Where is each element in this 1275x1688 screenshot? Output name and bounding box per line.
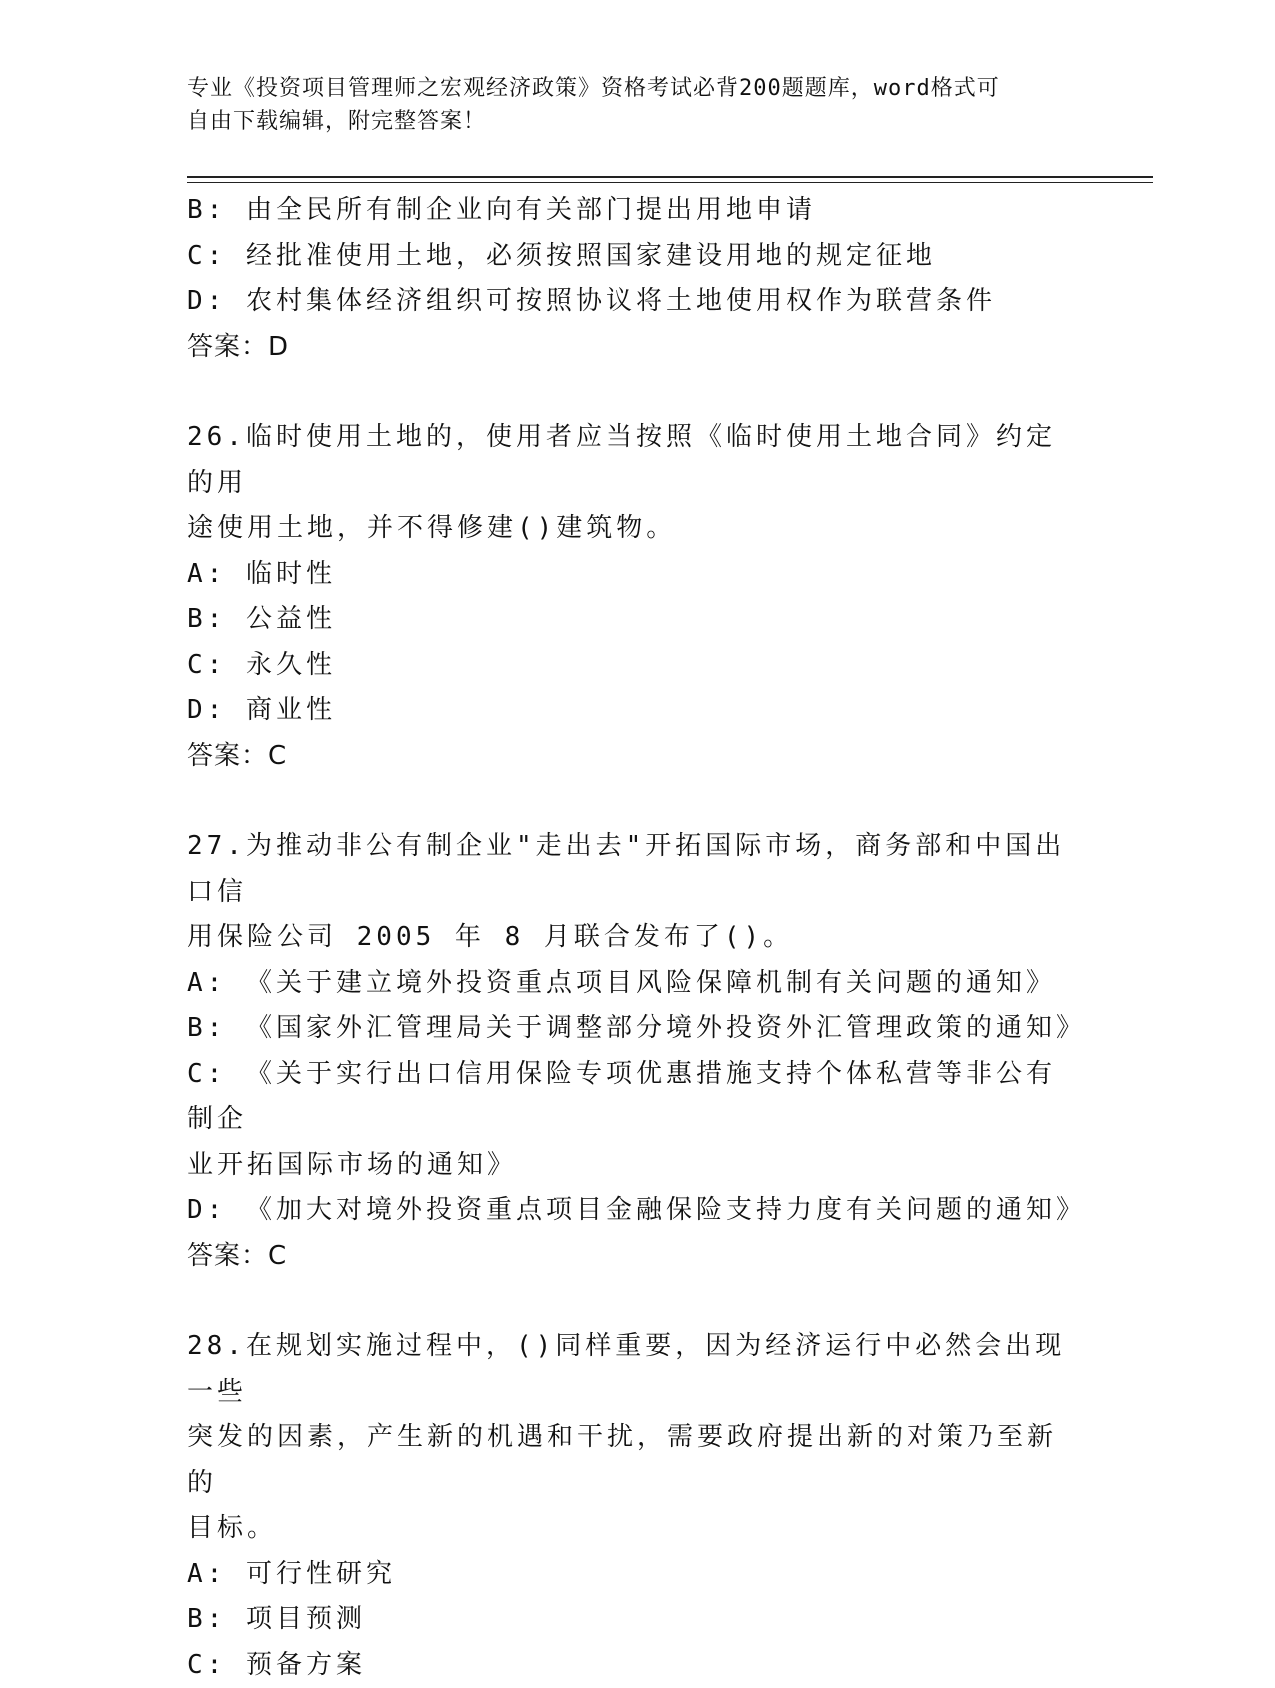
option-d: D: 农村集体经济组织可按照协议将土地使用权作为联营条件 — [187, 279, 1077, 325]
option-b: B: 《国家外汇管理局关于调整部分境外投资外汇管理政策的通知》 — [187, 1006, 1077, 1052]
question-27 — [187, 824, 1077, 1279]
answer: 答案：C — [187, 1234, 1077, 1280]
question-stem: 26.临时使用土地的，使用者应当按照《临时使用土地合同》约定的用 — [187, 415, 1077, 506]
question-26 — [187, 415, 1077, 779]
option-c: C: 永久性 — [187, 643, 1077, 689]
question-stem: 目标。 — [187, 1506, 1077, 1552]
question-stem: 途使用土地，并不得修建()建筑物。 — [187, 506, 1077, 552]
question-stem: 27.为推动非公有制企业"走出去"开拓国际市场，商务部和中国出口信 — [187, 824, 1077, 915]
option-b: B: 项目预测 — [187, 1597, 1077, 1643]
option-b: B: 由全民所有制企业向有关部门提出用地申请 — [187, 188, 1077, 234]
question-stem: 28.在规划实施过程中，()同样重要，因为经济运行中必然会出现一些 — [187, 1324, 1077, 1415]
option-b: B: 公益性 — [187, 597, 1077, 643]
option-d: D: 商业性 — [187, 688, 1077, 734]
question-25-tail — [187, 188, 1077, 370]
option-d: D: 《加大对境外投资重点项目金融保险支持力度有关问题的通知》 — [187, 1188, 1077, 1234]
question-content — [187, 188, 1077, 1688]
option-c-continued: 业开拓国际市场的通知》 — [187, 1143, 1077, 1189]
question-stem: 突发的因素，产生新的机遇和干扰，需要政府提出新的对策乃至新的 — [187, 1415, 1077, 1506]
answer: 答案：C — [187, 734, 1077, 780]
option-a: A: 可行性研究 — [187, 1552, 1077, 1598]
option-a: A: 临时性 — [187, 552, 1077, 598]
option-a: A: 《关于建立境外投资重点项目风险保障机制有关问题的通知》 — [187, 961, 1077, 1007]
header-rule-thick — [187, 176, 1153, 178]
question-28 — [187, 1324, 1077, 1688]
document-header — [187, 72, 1067, 138]
option-c: C: 《关于实行出口信用保险专项优惠措施支持个体私营等非公有制企 — [187, 1052, 1077, 1143]
header-line-1: 专业《投资项目管理师之宏观经济政策》资格考试必背200题题库，word格式可 — [187, 72, 1067, 105]
option-c: C: 预备方案 — [187, 1643, 1077, 1688]
answer: 答案：D — [187, 325, 1077, 371]
header-rule-thin — [187, 182, 1153, 183]
question-stem: 用保险公司 2005 年 8 月联合发布了()。 — [187, 915, 1077, 961]
option-c: C: 经批准使用土地，必须按照国家建设用地的规定征地 — [187, 234, 1077, 280]
header-line-2: 自由下载编辑，附完整答案！ — [187, 105, 1067, 138]
